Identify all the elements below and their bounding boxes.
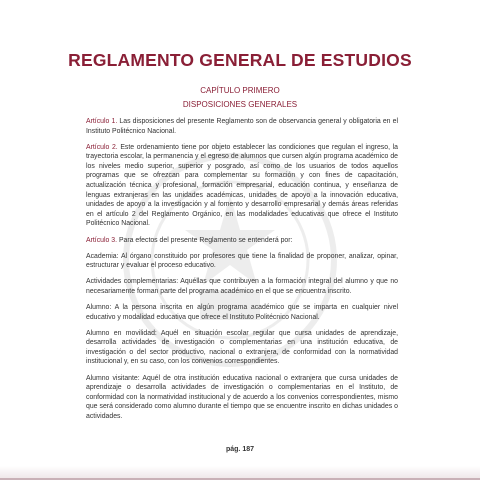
definition-paragraph: Alumno visitante: Aquél de otra institución educativa nacional o extranjera que cursa unidades de aprendizaje o desarrolla actividades de investigación o complementarias en el Instituto, de conformidad con la normatividad institucional y de acuerdo a los convenios correspondientes, mismo que será considerado como alumno durante el tiempo que se encuentre inscrito en dichas unidades o actividades. bbox=[86, 374, 398, 420]
definition-paragraph: Alumno en movilidad: Aquél en situación escolar regular que cursa unidades de aprendizaje, desarrolla actividades de investigación o complementarias en una institución educativa, de investigación o del sector productivo, nacional o extranjera, de conformidad con la normatividad institucional y, en su caso, con los convenios correspondientes. bbox=[86, 329, 398, 366]
article-text: Este ordenamiento tiene por objeto establecer las condiciones que regulan el ingreso, la trayectoria escolar, la permanencia y el egreso de alumnos que cursen algún programa académico de los niveles medio superior, superior y posgrado, así como de los usuarios de todos aquellos programas que se ofrezcan para complementar su formación y con fines de capacitación, actualización técnica y profesional, formación empresarial, educación continua, y enseñanza de lenguas extranjeras en las unidades académicas, unidades de apoyo a la innovación educativa, unidades de apoyo a la investigación y al fomento y desarrollo empresarial y demás áreas referidas en el artículo 2 del Reglamento Orgánico, en las modalidades educativas que ofrece el Instituto Politécnico Nacional. bbox=[86, 143, 398, 228]
chapter-heading: CAPÍTULO PRIMERO bbox=[200, 86, 280, 95]
definition-paragraph: Alumno: A la persona inscrita en algún programa académico que se imparta en cualquier nivel educativo y modalidad educativa que ofrece el Instituto Politécnico Nacional. bbox=[86, 304, 398, 321]
article-label: Artículo 1. bbox=[86, 118, 118, 125]
section-heading: DISPOSICIONES GENERALES bbox=[182, 100, 298, 109]
definition-paragraph: Actividades complementarias: Aquéllas que contribuyen a la formación integral del alumno y que no necesariamente forman parte del programa académico en el que se encuentra inscrito. bbox=[86, 278, 398, 295]
article-label: Artículo 3. bbox=[86, 236, 118, 244]
page-title: REGLAMENTO GENERAL DE ESTUDIOS bbox=[68, 50, 412, 70]
article-paragraph bbox=[86, 117, 398, 136]
article-label: Artículo 2. bbox=[86, 143, 118, 151]
article-text: Para efectos del presente Reglamento se entenderá por: bbox=[117, 236, 293, 244]
definition-paragraph: Academia: Al órgano constituido por profesores que tiene la finalidad de proponer, analizar, opinar, estructurar y evaluar el proceso educativo. bbox=[86, 252, 398, 270]
document-body bbox=[86, 117, 398, 428]
article-text: Las disposiciones del presente Reglamento son de observancia general y obligatoria en el Instituto Politécnico Nacional. bbox=[86, 118, 398, 135]
article-paragraph bbox=[86, 143, 398, 229]
page-number: pág. 187 bbox=[225, 446, 254, 453]
article-paragraph bbox=[86, 236, 398, 246]
